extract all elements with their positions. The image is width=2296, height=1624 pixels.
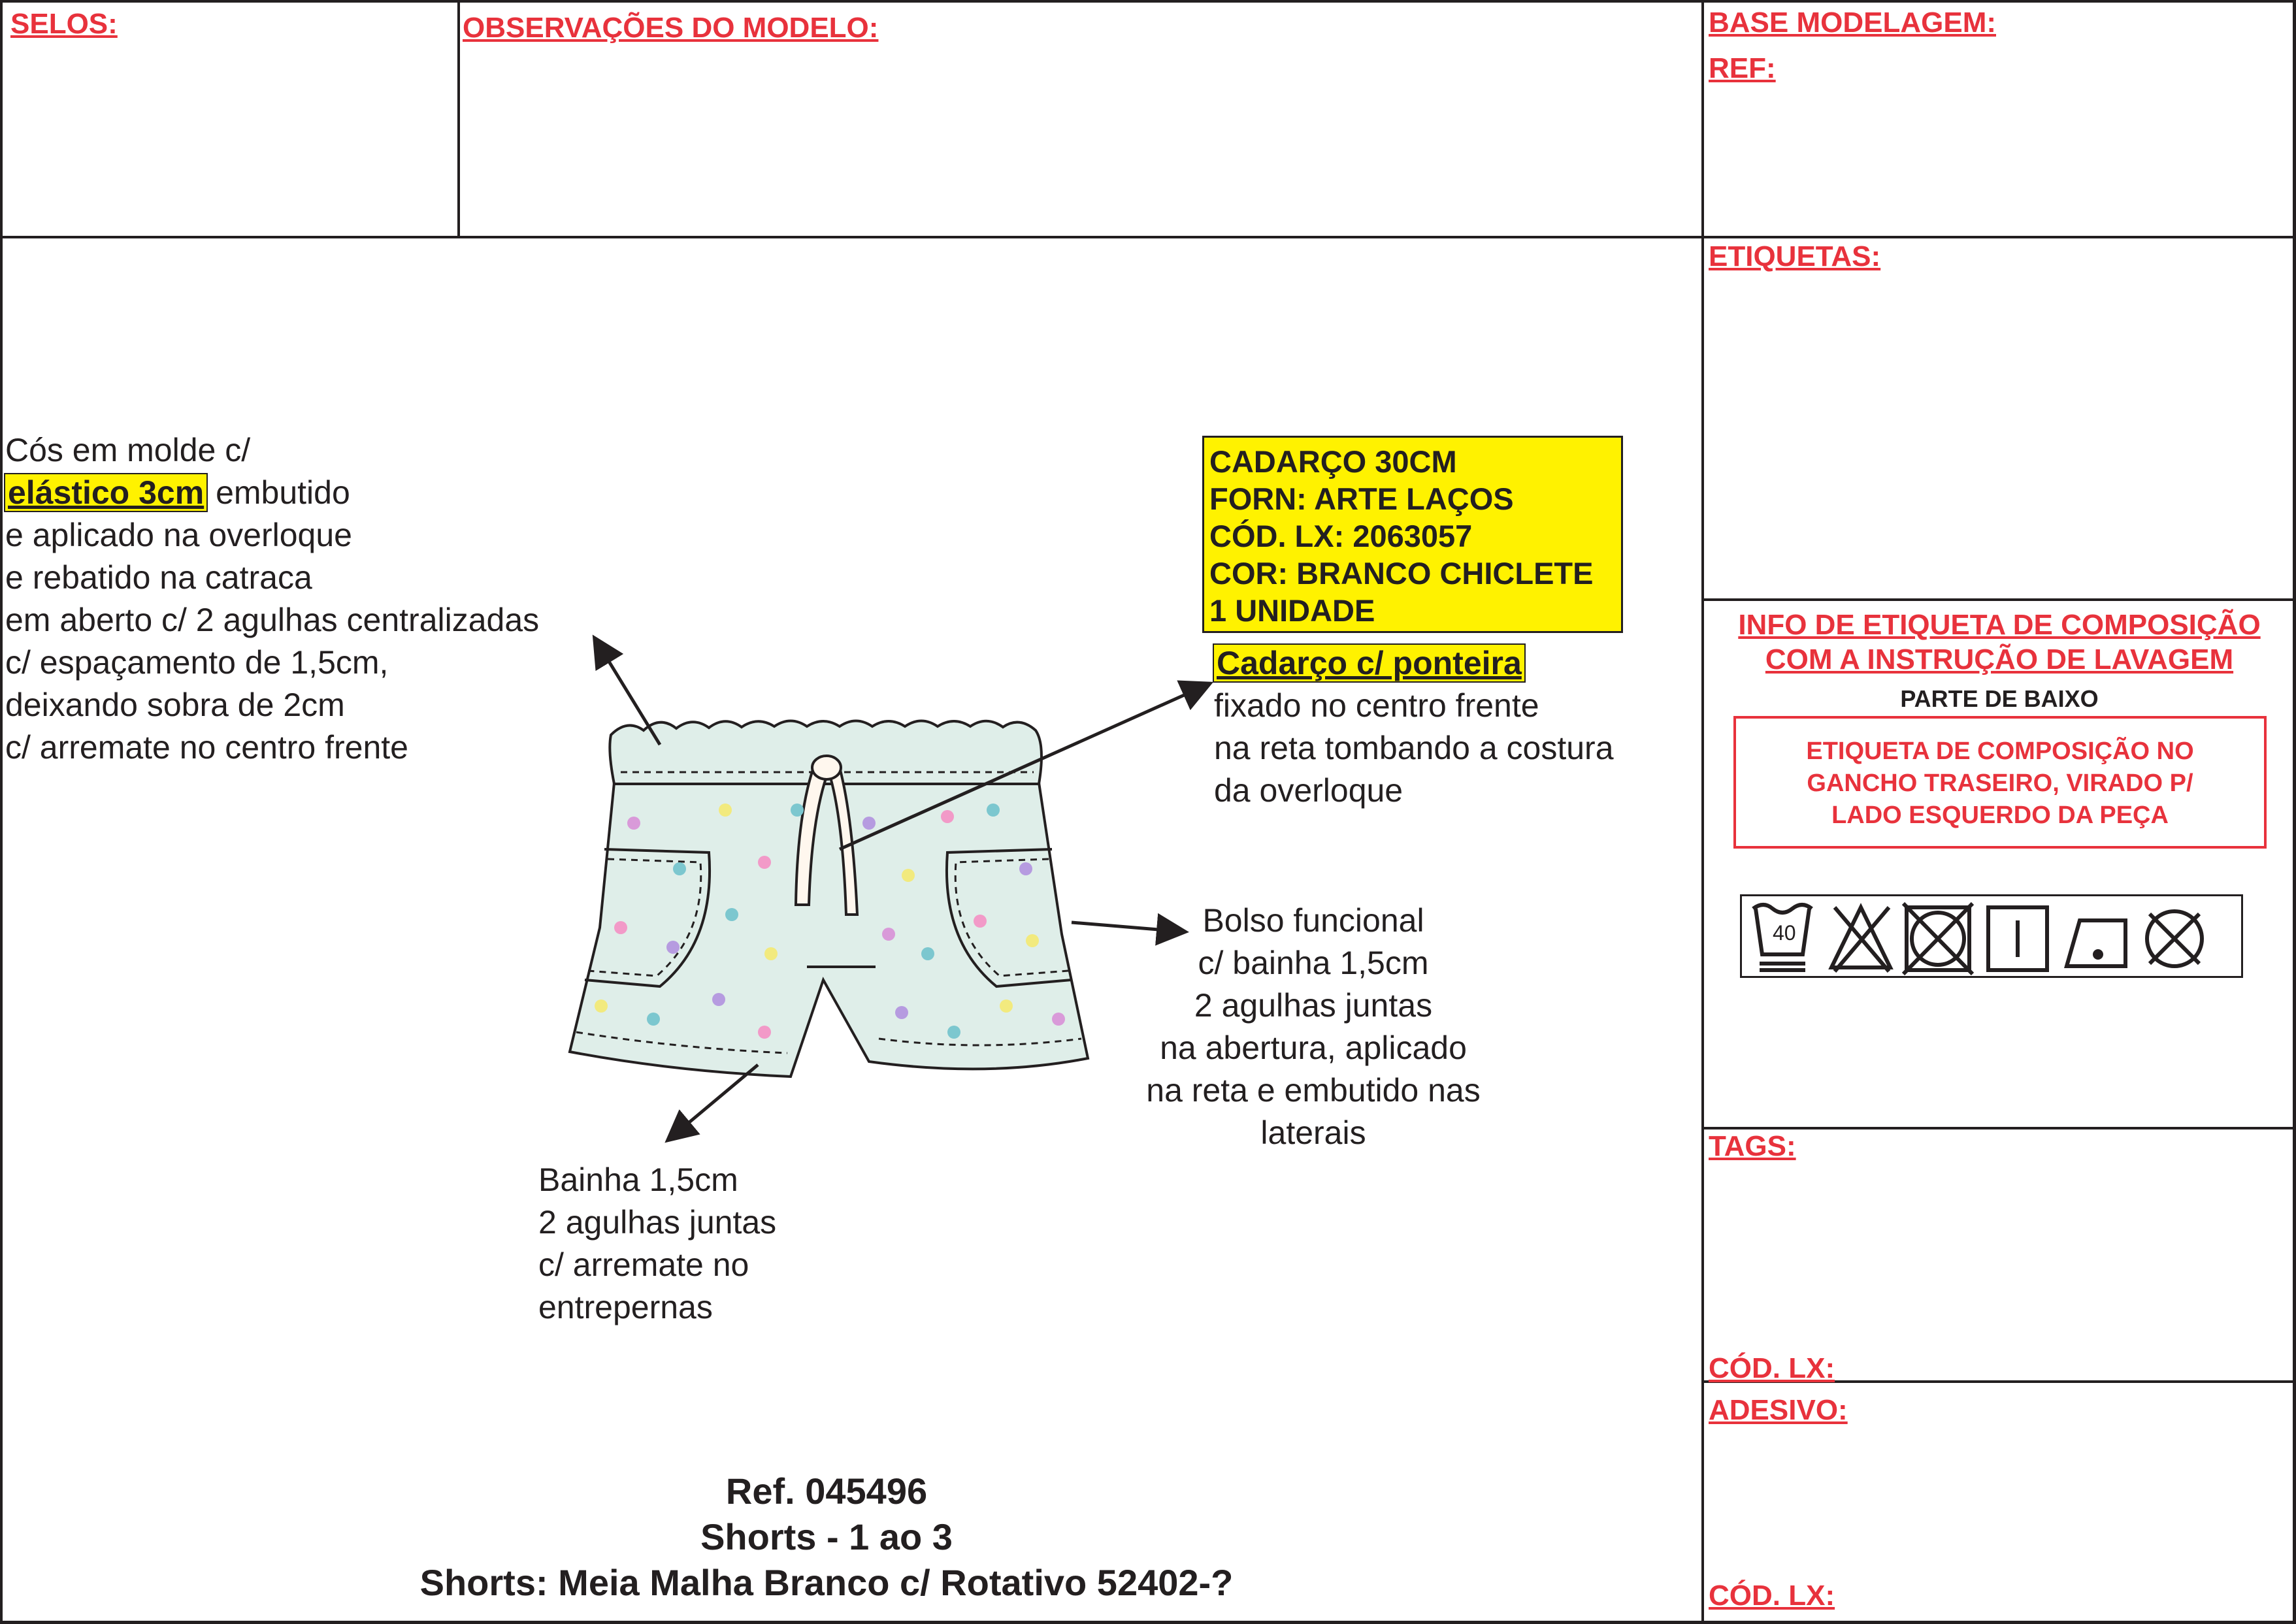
cadarco-arrow — [840, 685, 1207, 849]
cos-line: c/ espaçamento de 1,5cm, — [5, 644, 389, 681]
cos-line: e aplicado na overloque — [5, 517, 352, 553]
bainha-line: c/ arremate no — [538, 1246, 749, 1283]
tags-cod-label: CÓD. LX: — [1709, 1352, 1835, 1384]
no-dry-clean-icon — [2147, 911, 2202, 966]
info-title-line2: COM A INSTRUÇÃO DE LAVAGEM — [1765, 643, 2234, 675]
cadarco-spec-line: 1 UNIDADE — [1209, 593, 1375, 628]
bolso-line: laterais — [1260, 1114, 1366, 1151]
cos-line: Cós em molde c/ — [5, 432, 251, 468]
elastico-highlight: elástico 3cm — [5, 474, 206, 511]
waistband — [610, 721, 1041, 785]
wash-40-icon — [1753, 905, 1812, 970]
iron-low-icon — [2067, 920, 2125, 966]
cos-note — [5, 429, 539, 769]
composition-line: ETIQUETA DE COMPOSIÇÃO NO — [1806, 738, 2194, 765]
ref-title: Ref. 045496 — [725, 1470, 928, 1512]
cos-arrow — [596, 640, 660, 745]
care-symbols-svg — [1740, 894, 2243, 978]
cos-line: e rebatido na catraca — [5, 559, 312, 596]
bainha-arrow — [670, 1065, 758, 1139]
bolso-line: 2 agulhas juntas — [1194, 987, 1433, 1024]
observacoes-label: OBSERVAÇÕES DO MODELO: — [463, 12, 879, 44]
base-modelagem-label: BASE MODELAGEM: — [1709, 7, 1996, 39]
header-divider — [0, 236, 2296, 238]
frame-bottom — [0, 1621, 2296, 1624]
bolso-line: Bolso funcional — [1202, 902, 1424, 939]
cos-line: embutido — [206, 474, 350, 511]
info-title — [1703, 608, 2296, 677]
frame-left — [0, 0, 3, 1624]
cos-line: deixando sobra de 2cm — [5, 687, 345, 723]
etiquetas-label: ETIQUETAS: — [1709, 240, 1881, 272]
bolso-line: na reta e embutido nas — [1146, 1072, 1481, 1109]
cadarco-spec-line: CÓD. LX: 2063057 — [1209, 519, 1473, 553]
bainha-note — [538, 1159, 776, 1329]
shorts-illustration — [570, 721, 1088, 1077]
bainha-line: 2 agulhas juntas — [538, 1204, 777, 1241]
fabric-description: Shorts: Meia Malha Branco c/ Rotativo 52402-? — [419, 1562, 1234, 1603]
cadarco-highlight: Cadarço c/ ponteira — [1214, 645, 1524, 681]
adesivo-label: ADESIVO: — [1709, 1394, 1848, 1426]
info-title-line1: INFO DE ETIQUETA DE COMPOSIÇÃO — [1738, 609, 2261, 641]
model-name: Shorts - 1 ao 3 — [700, 1516, 953, 1557]
adesivo-cod-label: CÓD. LX: — [1709, 1580, 1835, 1612]
tags-label: TAGS: — [1709, 1130, 1796, 1162]
wash-temp: 40 — [1773, 921, 1796, 945]
floral-print — [595, 804, 1065, 1039]
selos-label: SELOS: — [10, 8, 118, 40]
cadarco-note — [1214, 642, 1614, 812]
title-block — [0, 1469, 1653, 1606]
info-divider — [1701, 1127, 2296, 1129]
selos-divider — [457, 0, 460, 237]
cadarco-spec-box — [1202, 436, 1623, 633]
drawstring — [796, 768, 857, 915]
line-dry-icon — [1988, 907, 2047, 970]
parte-label: PARTE DE BAIXO — [1900, 685, 2099, 712]
no-bleach-icon — [1831, 907, 1890, 971]
shorts-body — [570, 783, 1088, 1077]
cadarco-spec-line: COR: BRANCO CHICLETE — [1209, 556, 1594, 591]
bainha-line: entrepernas — [538, 1289, 713, 1325]
composition-line: LADO ESQUERDO DA PEÇA — [1831, 802, 2169, 829]
cadarco-spec-line: FORN: ARTE LAÇOS — [1209, 481, 1514, 516]
cadarco-line: na reta tombando a costura — [1214, 730, 1614, 766]
left-pocket — [585, 849, 710, 986]
bainha-line: Bainha 1,5cm — [538, 1161, 738, 1198]
frame-top — [0, 0, 2296, 3]
cos-line: em aberto c/ 2 agulhas centralizadas — [5, 602, 540, 638]
cos-line: c/ arremate no centro frente — [5, 729, 408, 766]
cadarco-line: da overloque — [1214, 772, 1403, 809]
etiquetas-divider — [1701, 598, 2296, 601]
right-pocket — [947, 849, 1072, 986]
bolso-note — [1098, 900, 1529, 1154]
cadarco-line: fixado no centro frente — [1214, 687, 1539, 724]
composition-line: GANCHO TRASEIRO, VIRADO P/ — [1807, 770, 2193, 797]
bolso-line: c/ bainha 1,5cm — [1198, 945, 1429, 981]
no-tumble-dry-icon — [1903, 903, 1973, 974]
cadarco-spec-line: CADARÇO 30CM — [1209, 444, 1457, 479]
bolso-line: na abertura, aplicado — [1160, 1030, 1467, 1066]
composition-box — [1733, 716, 2267, 849]
ref-label: REF: — [1709, 52, 1776, 84]
care-symbols-strip — [1740, 894, 2243, 978]
